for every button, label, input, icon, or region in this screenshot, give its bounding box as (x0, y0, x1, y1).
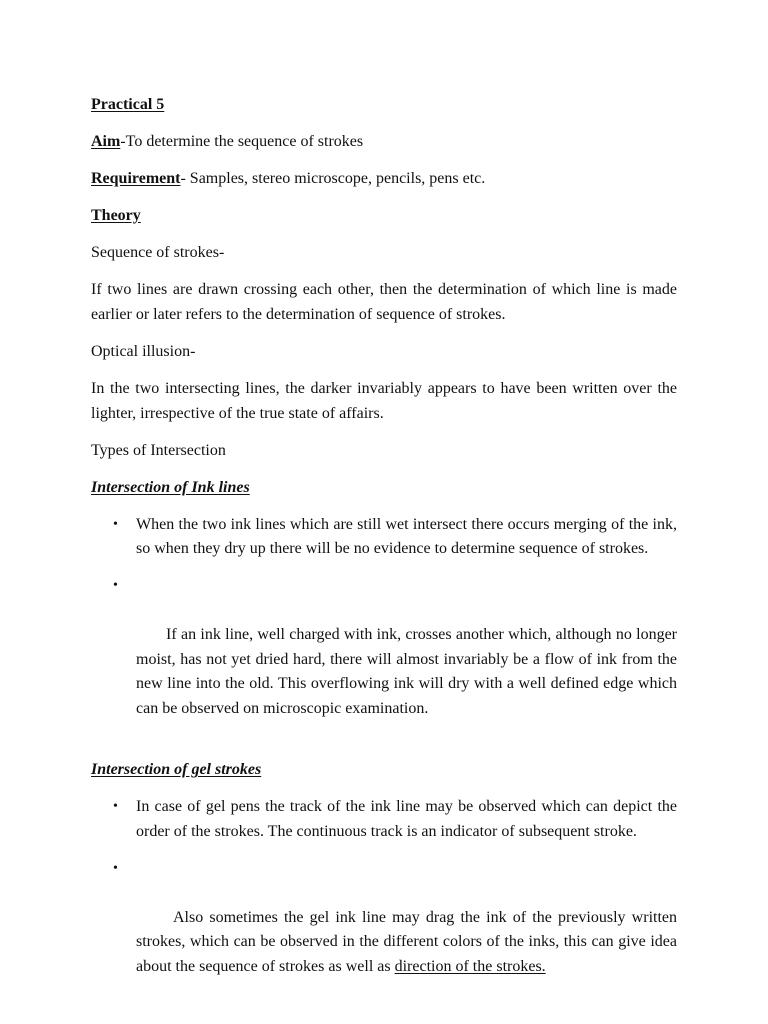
requirement-label: Requirement (91, 170, 181, 187)
list-item-text: When the two ink lines which are still wet intersect there occurs merging of the ink, so when they dry up there will be no evidence to determine sequence of strokes. (136, 515, 677, 557)
aim-label: Aim (91, 133, 121, 150)
aim-text: -To determine the sequence of strokes (120, 133, 364, 150)
requirement-line (91, 167, 677, 192)
direction-of-strokes-text: direction of the strokes. (394, 957, 546, 975)
ink-bullet-list (91, 513, 681, 746)
gel-section-heading: Intersection of gel strokes (91, 761, 262, 778)
list-item (91, 857, 682, 1004)
bullet-icon: • (113, 578, 118, 593)
bullet-icon: • (113, 516, 118, 532)
list-item-text: Also sometimes the gel ink line may drag the ink of the previously written strokes, which can be observed in the different colors of the inks, this can give idea about the sequence of strokes as well as (136, 908, 682, 975)
bullet-icon: • (113, 860, 118, 876)
practical-title: Practical 5 (91, 96, 165, 113)
list-item-text: If an ink line, well charged with ink, crosses another which, although no longer moist, has not yet dried hard, there will almost invariably be a flow of ink from the new line into the old. This overflowing ink will dry with a well defined edge which can be observed on microscopic examination. (136, 626, 681, 717)
optical-paragraph: In the two intersecting lines, the darker invariably appears to have been written over the lighter, irrespective of the true state of affairs. (91, 380, 677, 422)
gel-bullet-list (91, 795, 682, 1004)
sequence-heading: Sequence of strokes- (91, 244, 225, 261)
list-item (91, 513, 677, 562)
list-item (91, 574, 681, 746)
document-page (91, 93, 682, 1004)
types-heading: Types of Intersection (91, 441, 226, 459)
list-item (91, 795, 677, 844)
requirement-text: - Samples, stereo microscope, pencils, pens etc. (180, 170, 486, 187)
bullet-icon: • (113, 799, 118, 814)
theory-heading: Theory (91, 207, 141, 224)
aim-line (91, 130, 677, 155)
optical-heading: Optical illusion- (91, 343, 196, 360)
sequence-paragraph: If two lines are drawn crossing each other, then the determination of which line is made earlier or later refers to the determination of sequence of strokes. (91, 281, 677, 323)
ink-section-heading: Intersection of Ink lines (91, 478, 250, 496)
list-item-text: In case of gel pens the track of the ink line may be observed which can depict the order of the strokes. The continuous track is an indicator of subsequent stroke. (136, 798, 677, 840)
